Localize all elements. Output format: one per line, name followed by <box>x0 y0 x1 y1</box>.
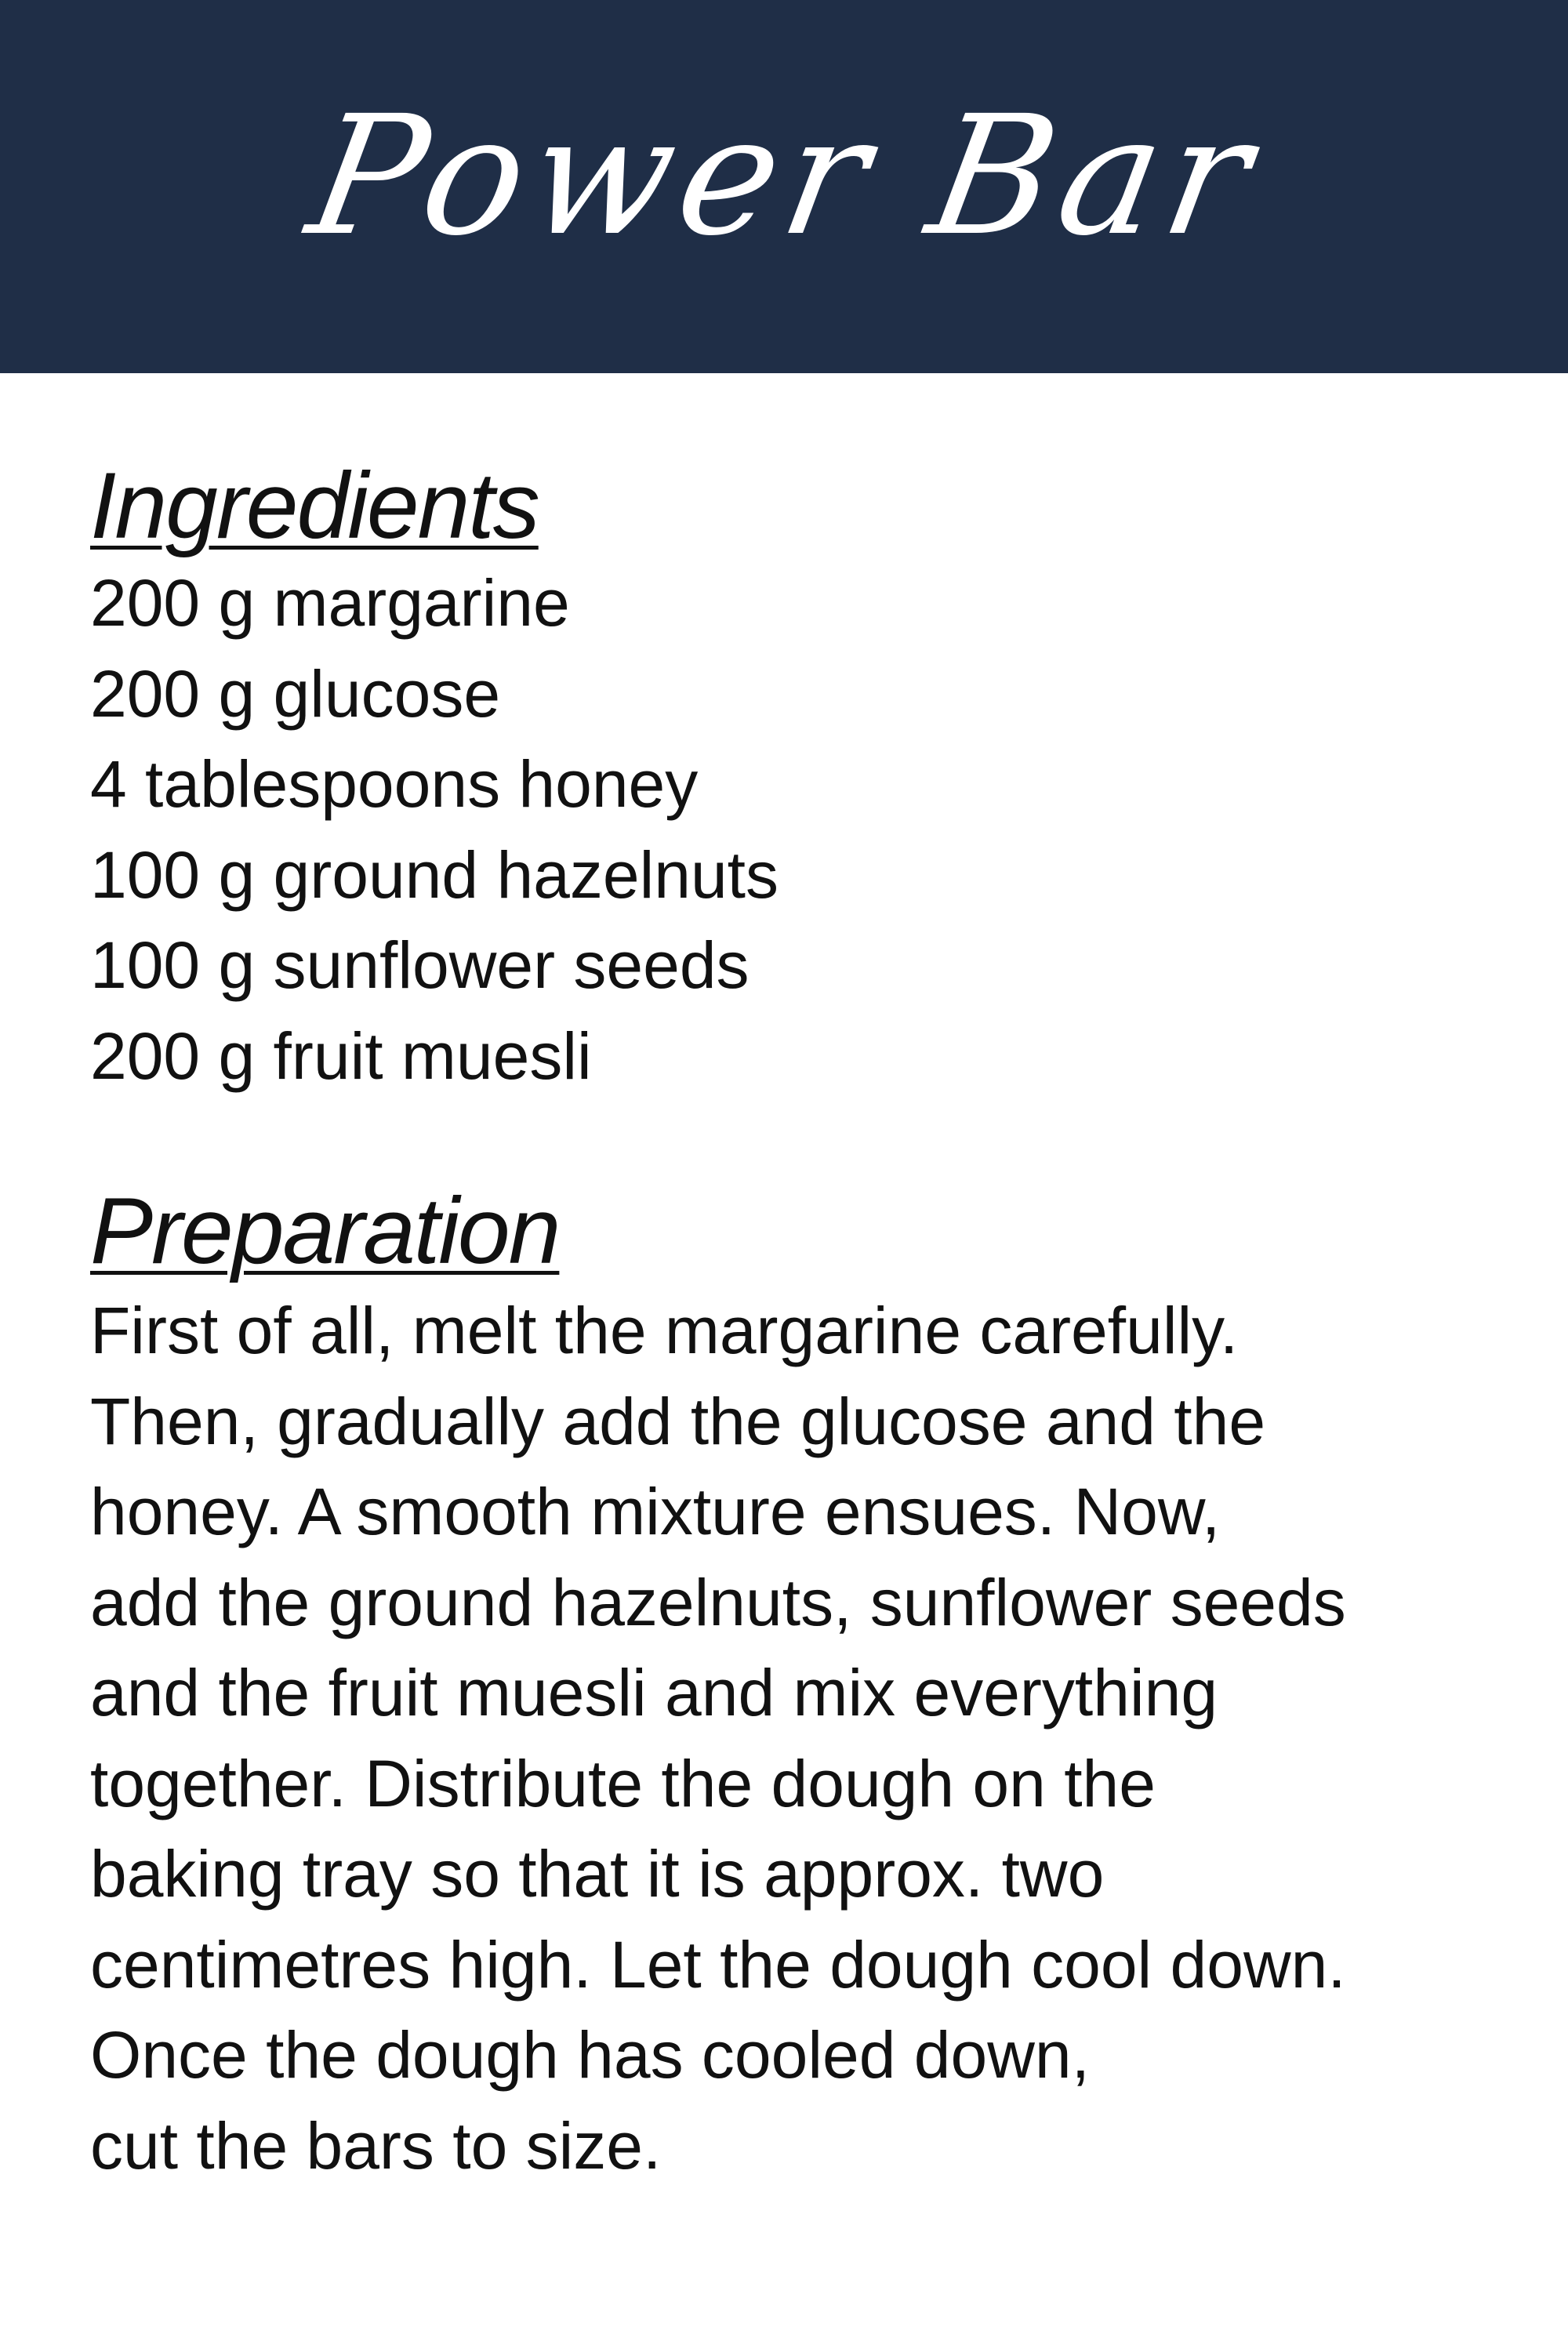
ingredient-item: 4 tablespoons honey <box>90 747 699 821</box>
ingredient-item: 200 g fruit muesli <box>90 1018 592 1093</box>
ingredient-item: 100 g ground hazelnuts <box>90 837 779 912</box>
preparation-line: First of all, melt the margarine carefully. <box>90 1294 1239 1367</box>
preparation-text <box>90 1286 1541 2191</box>
ingredient-list <box>90 558 779 1102</box>
ingredient-item: 200 g glucose <box>90 656 501 731</box>
preparation-line: Once the dough has cooled down, <box>90 2018 1090 2092</box>
preparation-line: together. Distribute the dough on the <box>90 1746 1156 1820</box>
preparation-heading: Preparation <box>90 1178 560 1283</box>
preparation-line: add the ground hazelnuts, sunflower seeds <box>90 1565 1346 1639</box>
ingredients-heading: Ingredients <box>90 453 539 558</box>
ingredient-item: 100 g sunflower seeds <box>90 928 750 1002</box>
preparation-line: baking tray so that it is approx. two <box>90 1837 1105 1911</box>
preparation-line: centimetres high. Let the dough cool down. <box>90 1927 1346 2002</box>
preparation-line: cut the bars to size. <box>90 2108 662 2183</box>
preparation-line: honey. A smooth mixture ensues. Now, <box>90 1475 1221 1548</box>
preparation-line: and the fruit muesli and mix everything <box>90 1656 1218 1730</box>
header-banner <box>0 0 1568 373</box>
ingredient-item: 200 g margarine <box>90 566 570 640</box>
preparation-line: Then, gradually add the glucose and the <box>90 1384 1266 1458</box>
recipe-title: Power Bar <box>296 80 1272 272</box>
